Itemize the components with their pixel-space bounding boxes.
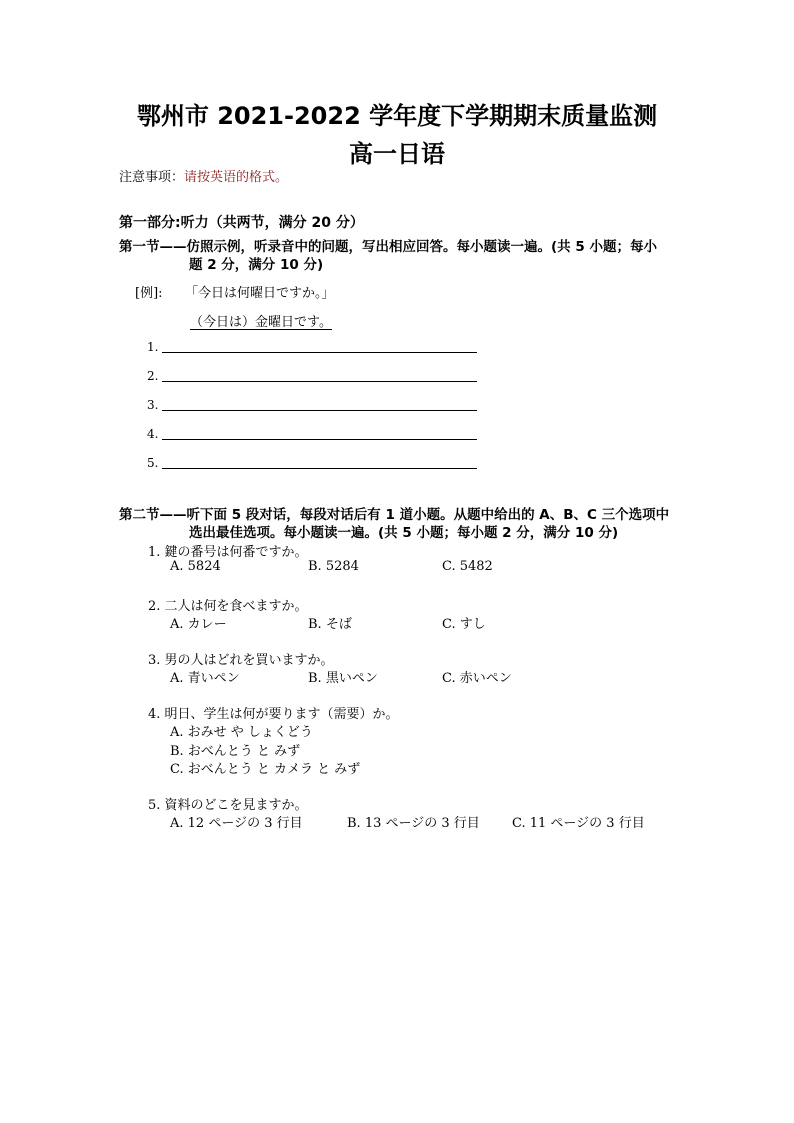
question-5: 5. 資料のどこを見ますか。 xyxy=(148,798,308,813)
answer-blank-3[interactable] xyxy=(162,410,477,411)
option-b: B. 5284 xyxy=(308,559,359,574)
example-answer: （今日は）金曜日です。 xyxy=(190,315,332,330)
notice-text: 请按英语的格式。 xyxy=(184,170,289,185)
question-4: 4. 明日、学生は何が要ります（需要）か。 xyxy=(148,707,399,722)
question-1: 1. 鍵の番号は何番ですか。 xyxy=(148,545,308,560)
example-question: 「今日は何曜日ですか。」 xyxy=(185,286,335,301)
option-b: B. おべんとう と みず xyxy=(170,744,301,759)
answer-blank-5[interactable] xyxy=(162,468,477,469)
answer-blank-1[interactable] xyxy=(162,352,477,353)
blank-label: 5. xyxy=(147,456,159,470)
section2-instructions-line1: 第二节——听下面 5 段对话，每段对话后有 1 道小题。从题中给出的 A、B、C 三个选项中 xyxy=(119,507,670,523)
option-a: A. 青いペン xyxy=(170,671,240,686)
blank-label: 4. xyxy=(147,427,159,441)
option-a: A. おみせ や しょくどう xyxy=(170,725,313,740)
option-a: A. 5824 xyxy=(170,559,221,574)
blank-label: 2. xyxy=(147,369,159,383)
option-b: B. 13 ページの 3 行目 xyxy=(347,816,480,831)
document-title: 鄂州市 2021-2022 学年度下学期期末质量监测 xyxy=(136,102,658,130)
section1-instructions-line2: 题 2 分，满分 10 分) xyxy=(189,257,324,273)
answer-blank-2[interactable] xyxy=(162,381,477,382)
question-2: 2. 二人は何を食べますか。 xyxy=(148,599,308,614)
question-3: 3. 男の人はどれを買いますか。 xyxy=(148,653,334,668)
option-c: C. 赤いペン xyxy=(442,671,512,686)
notice-label: 注意事项： xyxy=(119,170,185,185)
section2-instructions-line2: 选出最佳选项。每小题读一遍。(共 5 小题；每小题 2 分，满分 10 分) xyxy=(189,525,619,541)
option-c: C. 11 ページの 3 行目 xyxy=(512,816,645,831)
example-label: [例]: xyxy=(135,286,163,301)
blank-label: 3. xyxy=(147,398,159,412)
option-b: B. 黒いペン xyxy=(308,671,378,686)
answer-blank-4[interactable] xyxy=(162,439,477,440)
document-subtitle: 高一日语 xyxy=(349,140,445,168)
option-a: A. 12 ページの 3 行目 xyxy=(170,816,303,831)
part1-heading: 第一部分:听力（共两节，满分 20 分） xyxy=(119,215,364,231)
notice xyxy=(119,166,288,185)
section1-instructions-line1: 第一节——仿照示例，听录音中的问题，写出相应回答。每小题读一遍。(共 5 小题；每小 xyxy=(119,239,657,255)
option-c: C. おべんとう と カメラ と みず xyxy=(170,762,361,777)
blank-label: 1. xyxy=(147,340,159,354)
option-c: C. 5482 xyxy=(442,559,493,574)
option-a: A. カレー xyxy=(170,617,227,632)
option-b: B. そば xyxy=(308,617,352,632)
option-c: C. すし xyxy=(442,617,486,632)
